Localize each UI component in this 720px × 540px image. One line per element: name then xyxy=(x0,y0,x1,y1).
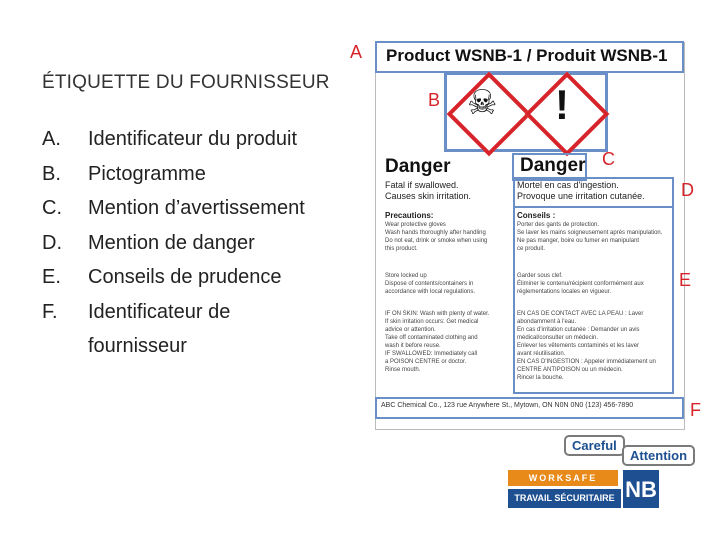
legend-letter: C. xyxy=(42,197,62,219)
legend-item-f xyxy=(42,295,318,364)
legend-letter: E. xyxy=(42,266,61,288)
hazard-line: Fatal if swallowed. xyxy=(385,180,459,190)
marker-e: E xyxy=(679,270,692,290)
response-line: IF ON SKIN: Wash with plenty of water. xyxy=(385,311,490,317)
precaution-line: this product. xyxy=(385,246,418,252)
storage-en xyxy=(385,272,509,296)
precaution-line: Do not eat, drink or smoke when using xyxy=(385,238,488,244)
response-line: advice or attention. xyxy=(385,327,436,333)
legend-text: Mention d’avertissement xyxy=(88,197,305,219)
marker-d: D xyxy=(681,180,694,200)
precaution-line: Porter des gants de protection. xyxy=(517,222,600,228)
response-line: a POISON CENTRE or doctor. xyxy=(385,359,467,365)
skull-crossbones-icon: ☠ xyxy=(467,84,498,122)
precaution-line: ce produit. xyxy=(517,246,546,252)
response-line: En cas d'irritation cutanée : Demander un avis xyxy=(517,327,640,333)
legend-item-d xyxy=(42,226,318,261)
product-identifier: Product WSNB-1 / Produit WSNB-1 xyxy=(386,46,668,65)
careful-bubble: Careful xyxy=(564,435,625,456)
legend-text: Identificateur du produit xyxy=(88,128,298,150)
response-line: abondamment à l'eau. xyxy=(517,319,577,325)
response-line: Rincer la bouche. xyxy=(517,375,564,381)
legend-letter: D. xyxy=(42,231,62,254)
storage-line: Store locked up xyxy=(385,273,427,279)
hazard-statement-en xyxy=(385,180,510,202)
precautions-heading: Precautions: xyxy=(385,211,434,220)
storage-line: Éliminer le contenu/récipient conformément aux xyxy=(517,281,644,287)
marker-f: F xyxy=(690,400,701,420)
storage-fr xyxy=(517,272,667,296)
response-line: médical/consulter un médecin. xyxy=(517,335,599,341)
response-line: If skin irritation occurs: Get medical xyxy=(385,319,479,325)
response-line: EN CAS D'INGESTION : Appeler immédiatement un xyxy=(517,359,656,365)
travail-securitaire-logo-bar: TRAVAIL SÉCURITAIRE xyxy=(508,489,621,508)
attention-bubble: Attention xyxy=(622,445,695,466)
legend-item-a xyxy=(42,122,318,157)
worksafe-logo-bar: WORKSAFE xyxy=(508,470,618,486)
legend-item-e xyxy=(42,260,318,295)
storage-line: Dispose of contents/containers in xyxy=(385,281,474,287)
legend-text: Pictogramme xyxy=(88,162,206,185)
response-line: avant réutilisation. xyxy=(517,351,566,357)
response-line: wash it before reuse. xyxy=(385,343,441,349)
signal-word-fr: Danger xyxy=(520,155,586,176)
precautions-heading: Conseils : xyxy=(517,211,556,220)
hazard-statement-fr xyxy=(517,180,669,202)
legend-text: Conseils de prudence xyxy=(88,266,282,288)
supplier-identifier: ABC Chemical Co., 123 rue Anywhere St., Mytown, ON N0N 0N0 (123) 456-7890 xyxy=(381,402,634,409)
precautions-fr xyxy=(517,211,667,253)
precaution-line: Se laver les mains soigneusement après manipulation. xyxy=(517,230,663,236)
response-line: EN CAS DE CONTACT AVEC LA PEAU : Laver xyxy=(517,311,644,317)
slide-title: ÉTIQUETTE DU FOURNISSEUR xyxy=(42,72,330,93)
precaution-line: Wear protective gloves xyxy=(385,222,446,228)
precaution-line: Wash hands thoroughly after handling xyxy=(385,230,486,236)
precautions-en xyxy=(385,211,509,253)
legend-text: Mention de danger xyxy=(88,231,255,254)
response-line: IF SWALLOWED: Immediately call xyxy=(385,351,478,357)
nb-logo: NB xyxy=(623,470,659,508)
storage-line: accordance with local regulations. xyxy=(385,289,476,295)
legend-letter: A. xyxy=(42,128,61,150)
legend-list xyxy=(42,122,318,363)
legend-letter: F. xyxy=(42,300,58,323)
precaution-line: Ne pas manger, boire ou fumer en manipulant xyxy=(517,238,640,244)
legend-item-b xyxy=(42,157,318,192)
legend-letter: B. xyxy=(42,162,61,185)
response-line: Take off contaminated clothing and xyxy=(385,335,478,341)
response-fr xyxy=(517,310,667,382)
storage-line: Garder sous clef. xyxy=(517,273,563,279)
response-line: CENTRE ANTIPOISON ou un médecin. xyxy=(517,367,623,373)
exclamation-icon: ! xyxy=(555,81,569,128)
marker-c: C xyxy=(602,149,615,169)
response-line: Enlever les vêtements contaminés et les laver xyxy=(517,343,640,349)
response-line: Rinse mouth. xyxy=(385,367,421,373)
legend-text: Identificateur de fournisseur xyxy=(88,300,231,357)
hazard-line: Provoque une irritation cutanée. xyxy=(517,191,645,201)
marker-a: A xyxy=(350,42,363,62)
response-en xyxy=(385,310,509,374)
legend-item-c xyxy=(42,191,318,226)
storage-line: réglementations locales en vigueur. xyxy=(517,289,612,295)
marker-b: B xyxy=(428,90,441,110)
signal-word-en: Danger xyxy=(385,156,451,177)
hazard-line: Causes skin irritation. xyxy=(385,191,472,201)
hazard-line: Mortel en cas d'ingestion. xyxy=(517,180,619,190)
